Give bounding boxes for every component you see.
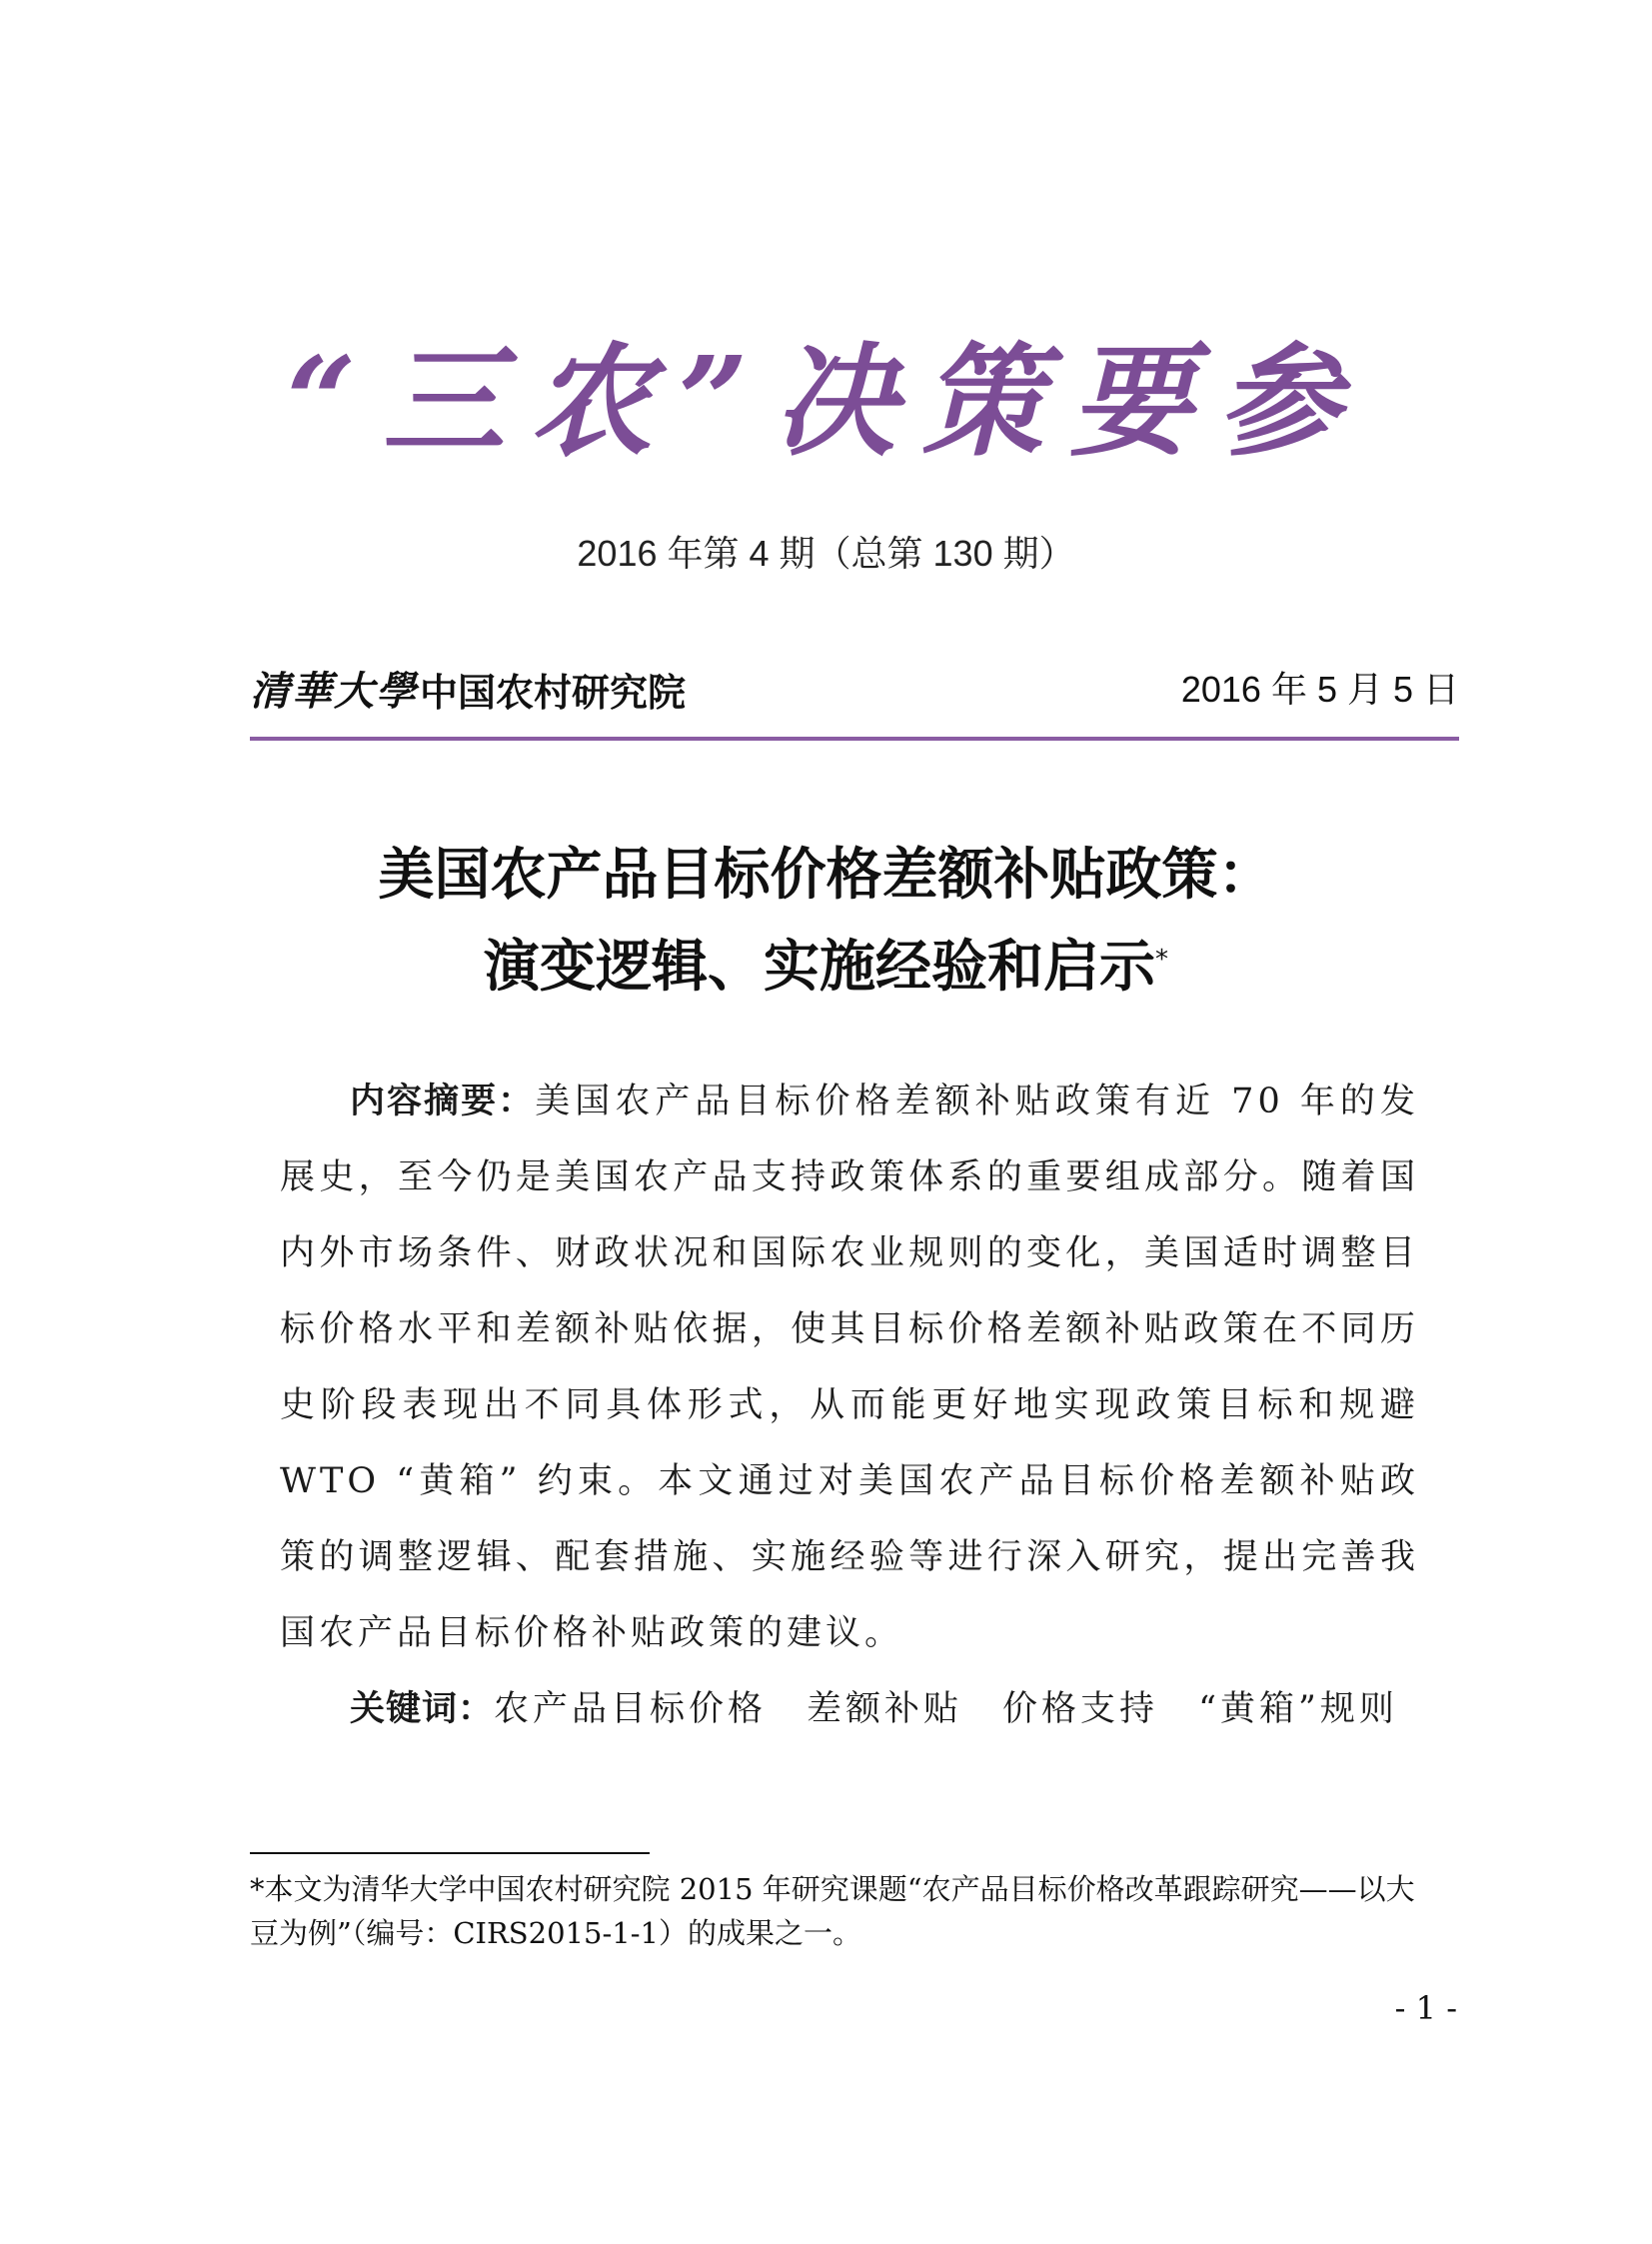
footnote-divider <box>250 1852 650 1854</box>
keyword: 差额补贴 <box>807 1689 963 1729</box>
org-header <box>250 660 1459 720</box>
issue-number: 2016 年第 4 期（总第 130 期） <box>577 533 1075 574</box>
title-line-2 <box>0 922 1652 1014</box>
abstract-label: 内容摘要： <box>350 1082 536 1122</box>
article-title <box>0 830 1652 1014</box>
university-logo: 清華大學 <box>250 668 418 715</box>
masthead-title: “三农”决策要参 <box>286 329 1366 473</box>
keyword: 农产品目标价格 <box>494 1689 768 1729</box>
org-name: 中国农村研究院 <box>420 671 687 715</box>
footnote: *本文为清华大学中国农村研究院 2015 年研究课题“农产品目标价格改革跟踪研究——以大豆为例”（编号：CIRS2015-1-1）的成果之一。 <box>250 1872 1415 1950</box>
publish-date: 2016 年 5 月 5 日 <box>1180 669 1459 710</box>
title-footnote-mark: * <box>1155 945 1168 975</box>
page-number: - 1 - <box>1394 1989 1457 2027</box>
abstract-section <box>280 1064 1419 1747</box>
header-divider <box>250 737 1459 741</box>
abstract-paragraph <box>280 1064 1419 1671</box>
keywords-label: 关键词： <box>350 1689 495 1729</box>
keyword: 价格支持 <box>1002 1689 1159 1729</box>
abstract-text: 美国农产品目标价格差额补贴政策有近 70 年的发展史，至今仍是美国农产品支持政策体系的重要组成部分。随着国内外市场条件、财政状况和国际农业规则的变化，美国适时调整目标价格水平和差额补贴依据，使其目标价格差额补贴政策在不同历史阶段表现出不同具体形式，从而能更好地实现政策目标和规避 WTO “黄箱” 约束。本文通过对美国农产品目标价格差额补贴政策的调整逻辑、配套措施、实施经验等进行深入研究，提出完善我国农产品目标价格补贴政策的建议。 <box>280 1082 1419 1653</box>
keyword: “黄箱”规则 <box>1198 1689 1398 1729</box>
title-line-1: 美国农产品目标价格差额补贴政策： <box>378 843 1274 908</box>
keywords-paragraph <box>280 1671 1419 1747</box>
title-line-2-text: 演变逻辑、实施经验和启示 <box>484 935 1155 1000</box>
